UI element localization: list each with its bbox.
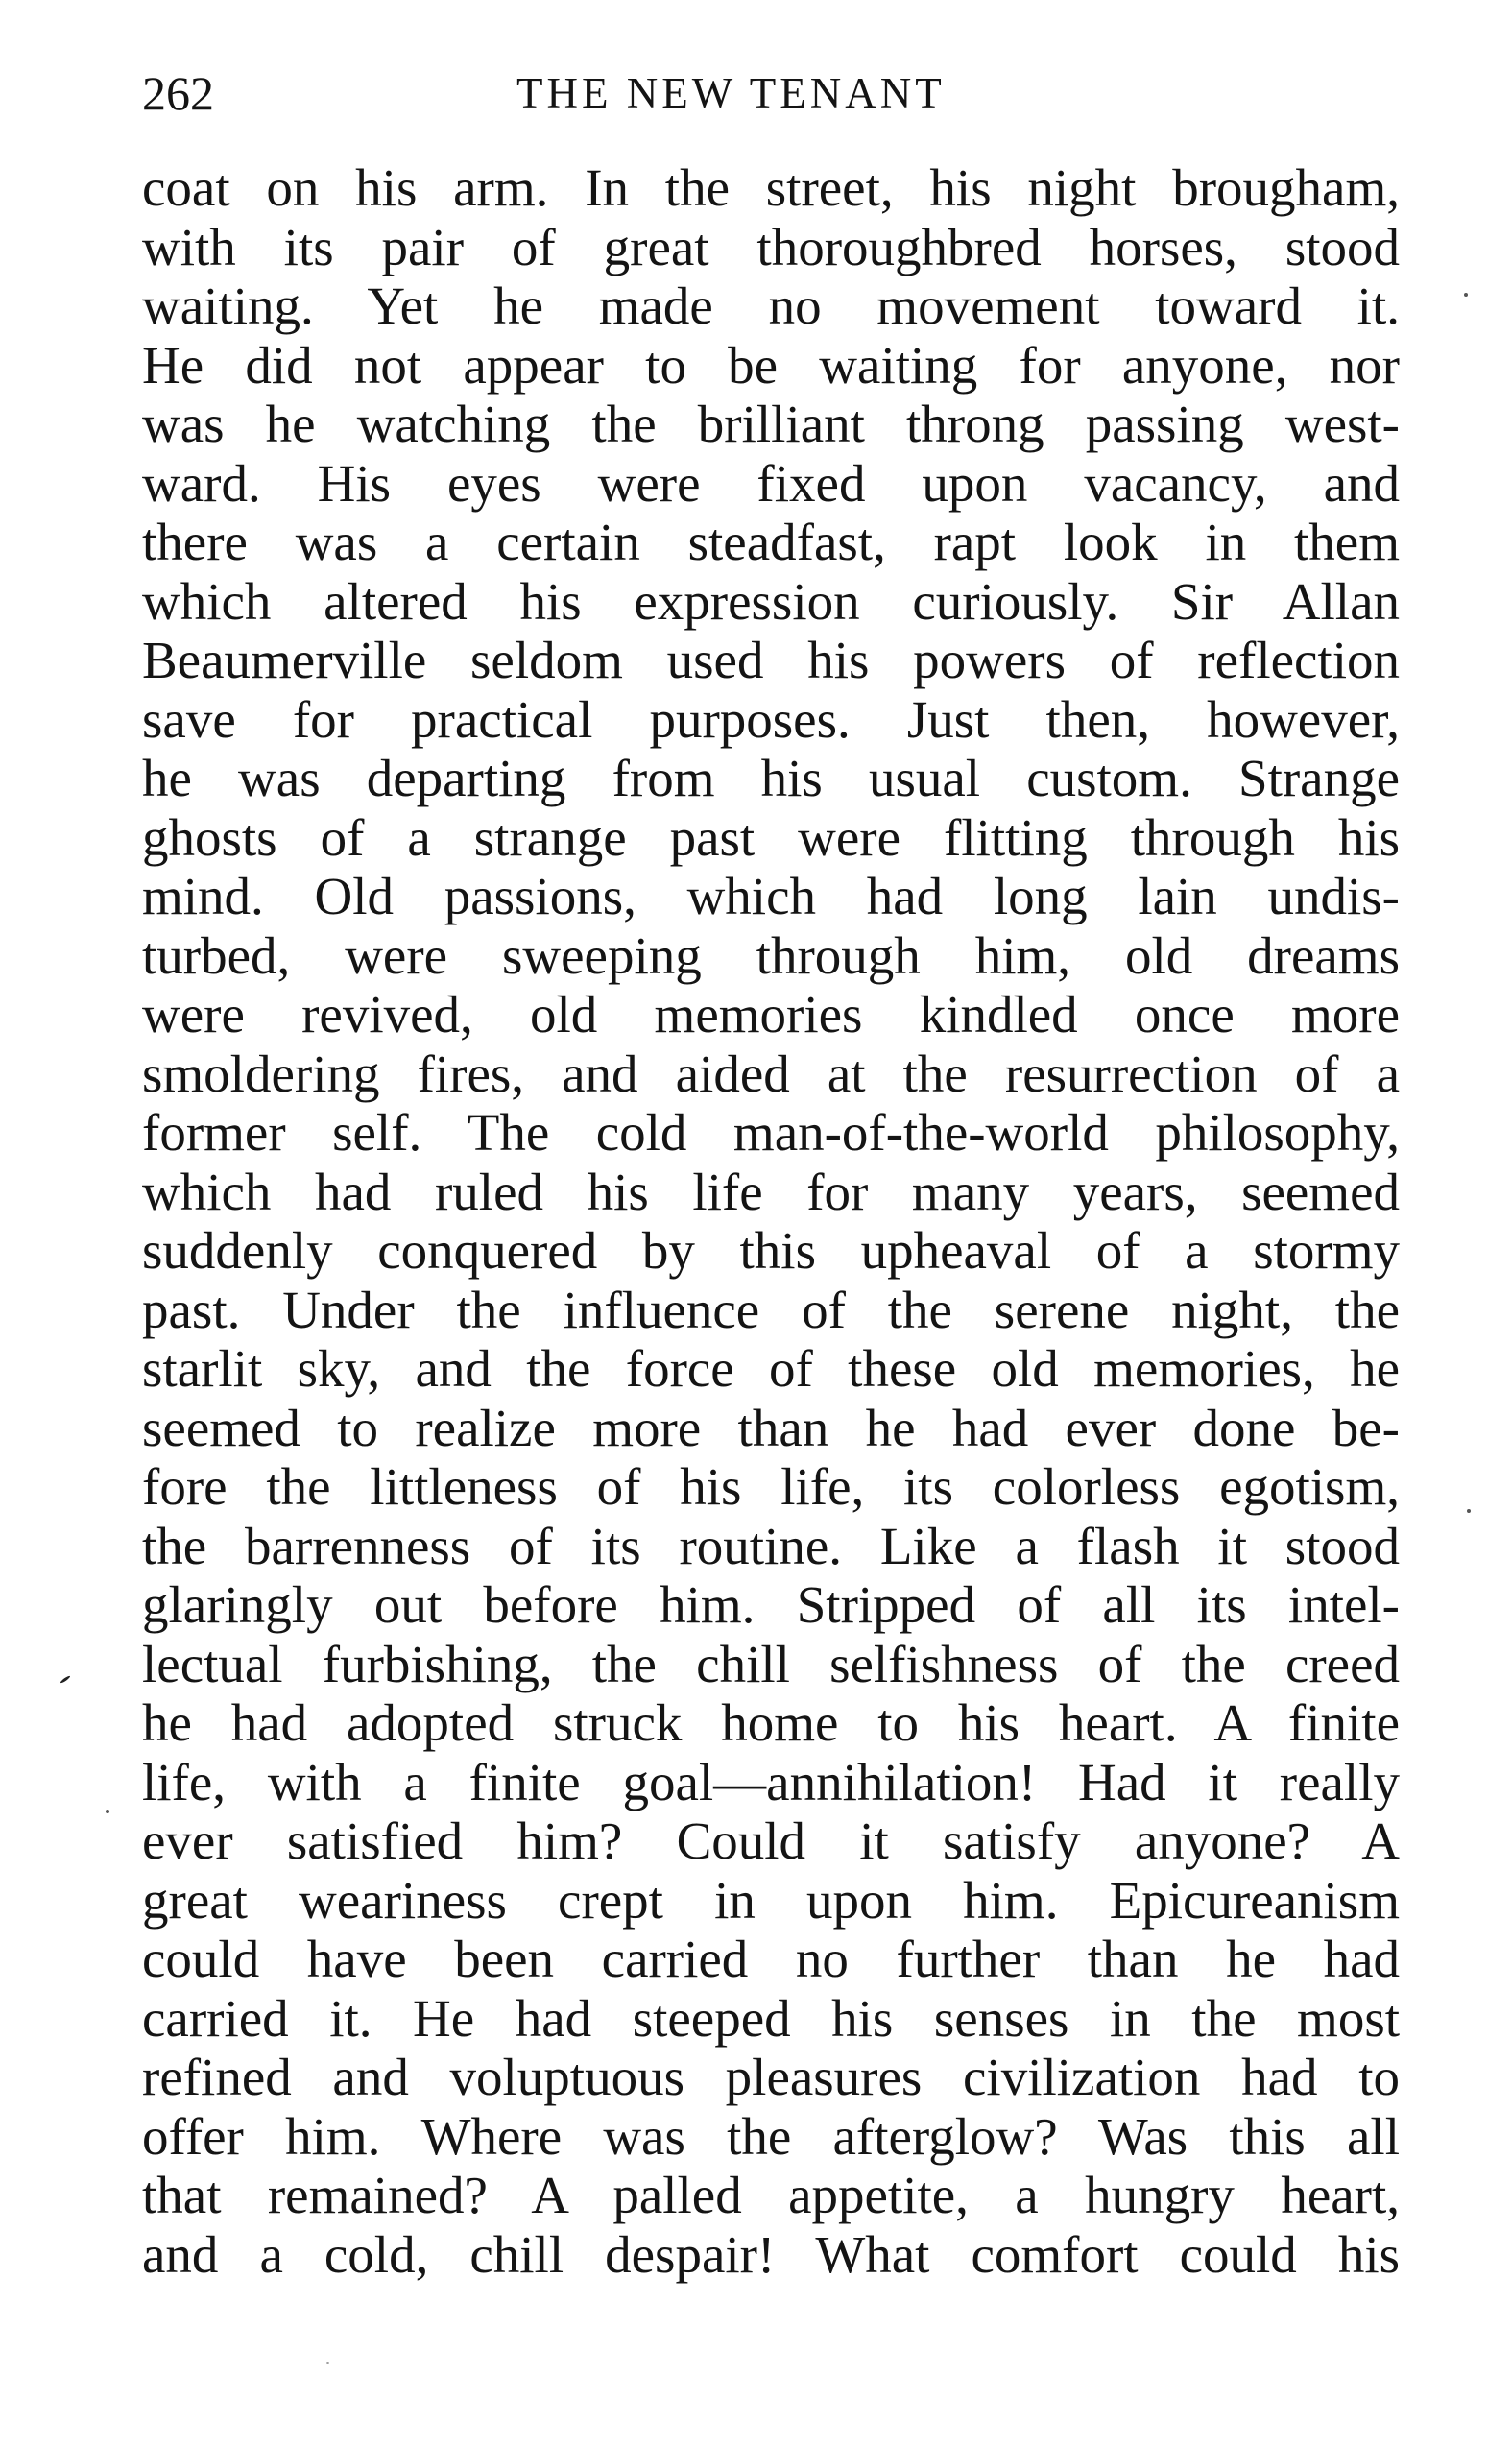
text-line: ghosts of a strange past were flitting through his <box>142 807 1400 867</box>
text-line: and a cold, chill despair! What comfort could his <box>142 2224 1400 2284</box>
scan-speck <box>326 2362 329 2364</box>
text-line: starlit sky, and the force of these old memories, he <box>142 1339 1400 1398</box>
text-line: turbed, were sweeping through him, old dreams <box>142 925 1400 985</box>
page-number: 262 <box>142 66 214 120</box>
text-line: suddenly conquered by this upheaval of a stormy <box>142 1221 1400 1280</box>
text-line: there was a certain steadfast, rapt look in them <box>142 513 1400 571</box>
text-line: former self. The cold man-of-the-world philosophy, <box>142 1103 1400 1162</box>
text-line: smoldering fires, and aided at the resurrection of a <box>142 1044 1400 1103</box>
text-line: carried it. He had steeped his senses in the most <box>142 1988 1400 2048</box>
text-line: He did not appear to be waiting for anyone, nor <box>142 335 1400 395</box>
text-line: offer him. Where was the afterglow? Was this all <box>142 2106 1400 2166</box>
scan-speck <box>106 1810 109 1813</box>
text-line: the barrenness of its routine. Like a flash it stood <box>142 1516 1400 1575</box>
text-line: seemed to realize more than he had ever done be- <box>142 1398 1400 1457</box>
text-line: glaringly out before him. Stripped of all its intel- <box>142 1575 1400 1634</box>
text-line: coat on his arm. In the street, his night brougham, <box>142 158 1400 217</box>
text-line: past. Under the influence of the serene night, the <box>142 1280 1400 1339</box>
text-line: ever satisfied him? Could it satisfy anyone? A <box>142 1811 1400 1870</box>
text-line: could have been carried no further than he had <box>142 1930 1400 1988</box>
running-head <box>142 60 1400 127</box>
scan-speck <box>60 1675 71 1684</box>
text-line: refined and voluptuous pleasures civilization had to <box>142 2048 1400 2106</box>
text-line: waiting. Yet he made no movement toward it. <box>142 276 1400 335</box>
text-line: Beaumerville seldom used his powers of reflection <box>142 631 1400 689</box>
text-line: were revived, old memories kindled once more <box>142 985 1400 1044</box>
body-text <box>142 158 1400 2284</box>
text-line: save for practical purposes. Just then, however, <box>142 689 1400 749</box>
text-line: he had adopted struck home to his heart. A finite <box>142 1693 1400 1752</box>
text-line: great weariness crept in upon him. Epicureanism <box>142 1870 1400 1930</box>
text-line: ward. His eyes were fixed upon vacancy, and <box>142 453 1400 513</box>
running-title: THE NEW TENANT <box>516 69 946 117</box>
text-line: that remained? A palled appetite, a hungry heart, <box>142 2166 1400 2224</box>
text-line: he was departing from his usual custom. Strange <box>142 749 1400 807</box>
text-line: fore the littleness of his life, its colorless egotism, <box>142 1457 1400 1516</box>
text-line: mind. Old passions, which had long lain undis- <box>142 867 1400 925</box>
text-line: was he watching the brilliant throng passing west- <box>142 395 1400 453</box>
text-line: which had ruled his life for many years, seemed <box>142 1162 1400 1221</box>
text-line: life, with a finite goal—annihilation! Had it really <box>142 1752 1400 1811</box>
text-line: which altered his expression curiously. Sir Allan <box>142 571 1400 631</box>
text-line: with its pair of great thoroughbred horses, stood <box>142 217 1400 276</box>
scan-speck <box>1467 1509 1471 1513</box>
scan-speck <box>1464 293 1468 297</box>
text-line: lectual furbishing, the chill selfishness of the creed <box>142 1634 1400 1693</box>
